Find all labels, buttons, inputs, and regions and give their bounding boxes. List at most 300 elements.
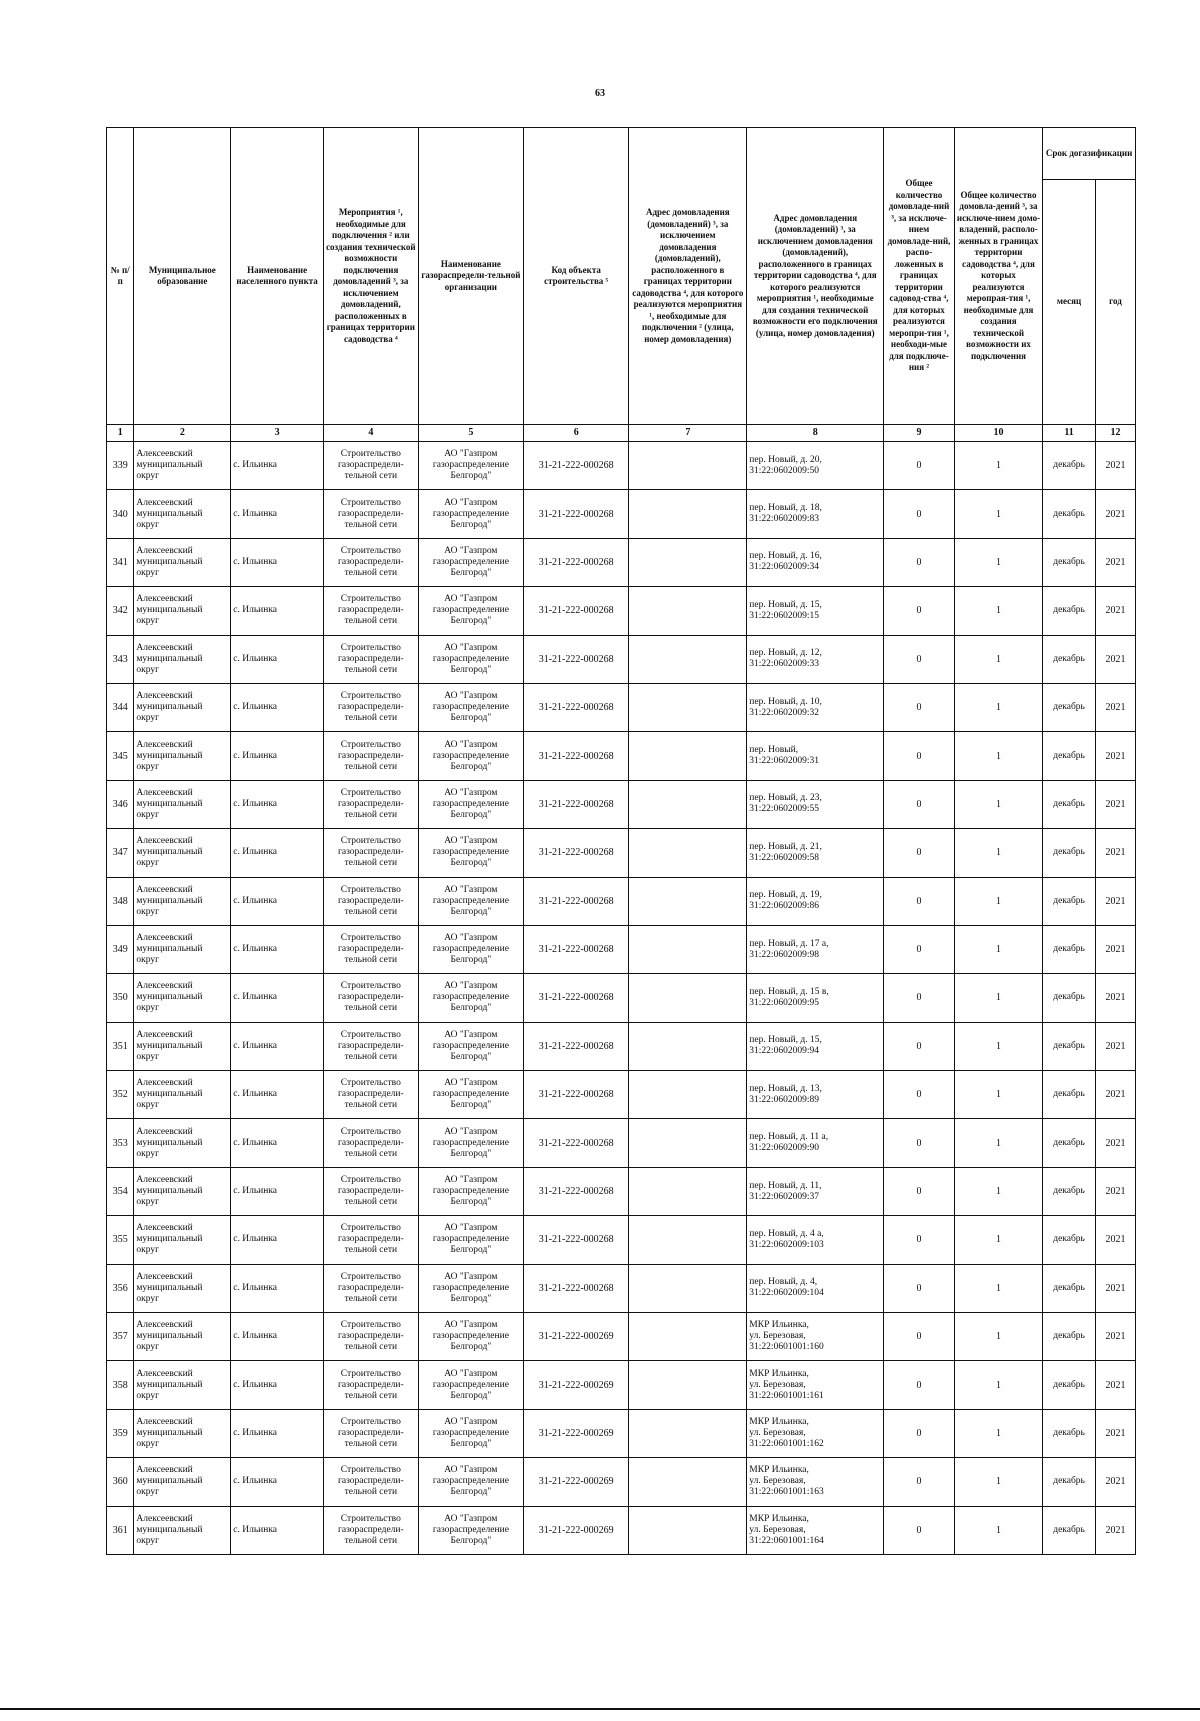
table-body xyxy=(107,442,1136,1555)
cell-address-technical-line: пер. Новый, д. 10, xyxy=(749,696,822,707)
table-header xyxy=(107,128,1136,442)
cell-municipality-line: муниципальный xyxy=(136,1282,203,1293)
column-number: 10 xyxy=(954,425,1042,442)
cell-municipality-line: муниципальный xyxy=(136,750,203,761)
cell-number: 340 xyxy=(107,490,134,538)
cell-measure-line: тельной сети xyxy=(344,567,398,578)
cell-organization-line: газораспределение xyxy=(432,1137,509,1148)
cell-address-technical-line: 31:22:0601001:162 xyxy=(749,1439,824,1449)
cell-organization-line: газораспределение xyxy=(432,1186,509,1197)
cell-count-technical: 1 xyxy=(954,1264,1042,1312)
header-col-measures: Мероприятия ¹, необходимые для подключения ² или создания технической возможности подключения домовладений ³, за исключением домовладений, расположенных в границах территории садоводства ⁴ xyxy=(323,128,418,425)
cell-settlement: с. Ильинка xyxy=(231,780,324,828)
cell-address-technical-line: 31:22:0602009:31 xyxy=(749,756,819,767)
cell-count-technical: 1 xyxy=(954,1361,1042,1409)
cell-settlement: с. Ильинка xyxy=(231,442,324,490)
table-row xyxy=(107,683,1136,731)
cell-measure-line: газораспредели- xyxy=(337,1524,404,1535)
cell-object-code: 31-21-222-000269 xyxy=(524,1409,629,1457)
cell-measure-line: тельной сети xyxy=(344,1293,398,1304)
cell-municipality xyxy=(134,1167,231,1215)
table-row xyxy=(107,1022,1136,1070)
cell-number: 339 xyxy=(107,442,134,490)
cell-address-connection xyxy=(629,974,747,1022)
cell-month: декабрь xyxy=(1043,1167,1096,1215)
cell-year: 2021 xyxy=(1095,877,1135,925)
cell-municipality-line: Алексеевский xyxy=(136,836,193,847)
cell-address-technical-line: ул. Березовая, xyxy=(749,1331,806,1342)
cell-address-technical-line: пер. Новый, д. 4, xyxy=(749,1277,818,1288)
cell-address-connection xyxy=(629,780,747,828)
cell-organization-line: АО "Газпром xyxy=(444,1126,498,1137)
cell-organization xyxy=(418,1071,523,1119)
cell-municipality xyxy=(134,1264,231,1312)
cell-municipality xyxy=(134,1361,231,1409)
cell-measure-line: тельной сети xyxy=(344,1390,398,1401)
cell-year: 2021 xyxy=(1095,780,1135,828)
cell-address-connection xyxy=(629,538,747,586)
cell-month: декабрь xyxy=(1043,1361,1096,1409)
cell-organization-line: газораспределение xyxy=(432,1234,509,1245)
cell-number: 343 xyxy=(107,635,134,683)
column-number: 3 xyxy=(231,425,324,442)
cell-count-technical: 1 xyxy=(954,1216,1042,1264)
cell-municipality-line: округ xyxy=(136,1342,160,1353)
cell-measure xyxy=(323,635,418,683)
cell-count-connection: 0 xyxy=(884,1167,955,1215)
cell-municipality-line: муниципальный xyxy=(136,1379,203,1390)
cell-month: декабрь xyxy=(1043,683,1096,731)
cell-address-technical-line: МКР Ильинка, xyxy=(749,1417,809,1427)
header-col-organization: Наименование газораспредели-тельной организации xyxy=(418,128,523,425)
cell-object-code: 31-21-222-000268 xyxy=(524,1071,629,1119)
cell-year: 2021 xyxy=(1095,442,1135,490)
cell-organization-line: Белгород" xyxy=(450,906,492,917)
cell-municipality-line: округ xyxy=(136,1293,160,1304)
cell-count-connection: 0 xyxy=(884,635,955,683)
cell-year: 2021 xyxy=(1095,1458,1135,1506)
cell-municipality xyxy=(134,442,231,490)
cell-measure-line: тельной сети xyxy=(344,471,398,482)
cell-municipality-line: Алексеевский xyxy=(136,1513,193,1524)
cell-month: декабрь xyxy=(1043,974,1096,1022)
cell-address-technical xyxy=(747,1361,884,1409)
cell-measure-line: Строительство xyxy=(340,594,401,605)
cell-municipality-line: округ xyxy=(136,1148,160,1159)
header-col-address-connection: Адрес домовладения (домовладений) ³, за исключением домовладения (домовладений), расположенного в границах территории садоводства ⁴, для которого реализуются мероприятия ¹, необходимые для подключения ² (улица, номер домовладения) xyxy=(629,128,747,425)
cell-number: 359 xyxy=(107,1409,134,1457)
cell-organization-line: Белгород" xyxy=(450,1439,492,1449)
cell-municipality-line: округ xyxy=(136,713,160,724)
cell-address-technical xyxy=(747,877,884,925)
cell-organization-line: АО "Газпром xyxy=(444,1078,498,1089)
cell-address-technical xyxy=(747,1167,884,1215)
cell-object-code: 31-21-222-000268 xyxy=(524,1119,629,1167)
cell-address-connection xyxy=(629,1409,747,1457)
cell-municipality-line: муниципальный xyxy=(136,1476,203,1487)
cell-object-code: 31-21-222-000268 xyxy=(524,732,629,780)
column-number: 2 xyxy=(134,425,231,442)
header-col-object-code: Код объекта строительства ⁵ xyxy=(524,128,629,425)
cell-municipality xyxy=(134,1313,231,1361)
cell-address-technical-line: 31:22:0602009:37 xyxy=(749,1191,819,1202)
cell-organization-line: Белгород" xyxy=(450,1003,492,1014)
cell-year: 2021 xyxy=(1095,587,1135,635)
header-col-number: № п/п xyxy=(107,128,134,425)
cell-organization-line: газораспределение xyxy=(432,702,509,713)
cell-count-connection: 0 xyxy=(884,1458,955,1506)
cell-municipality-line: муниципальный xyxy=(136,1428,203,1438)
cell-municipality xyxy=(134,974,231,1022)
cell-month: декабрь xyxy=(1043,1022,1096,1070)
cell-number: 349 xyxy=(107,925,134,973)
cell-organization xyxy=(418,1361,523,1409)
cell-measure-line: тельной сети xyxy=(344,1535,398,1546)
cell-municipality-line: Алексеевский xyxy=(136,1368,193,1379)
cell-address-technical xyxy=(747,683,884,731)
cell-organization-line: газораспределение xyxy=(432,944,509,955)
cell-measure-line: газораспредели- xyxy=(337,1137,404,1148)
cell-organization xyxy=(418,1167,523,1215)
table-row xyxy=(107,829,1136,877)
cell-year: 2021 xyxy=(1095,1409,1135,1457)
cell-address-technical-line: 31:22:0602009:86 xyxy=(749,901,819,912)
cell-organization-line: газораспределение xyxy=(432,895,509,906)
cell-address-connection xyxy=(629,1216,747,1264)
cell-settlement: с. Ильинка xyxy=(231,587,324,635)
cell-count-technical: 1 xyxy=(954,925,1042,973)
cell-organization-line: Белгород" xyxy=(450,1197,492,1208)
cell-measure-line: тельной сети xyxy=(344,761,398,772)
cell-month: декабрь xyxy=(1043,635,1096,683)
cell-object-code: 31-21-222-000268 xyxy=(524,442,629,490)
cell-settlement: с. Ильинка xyxy=(231,1167,324,1215)
cell-month: декабрь xyxy=(1043,538,1096,586)
header-column-numbers xyxy=(107,425,1136,442)
cell-year: 2021 xyxy=(1095,1264,1135,1312)
cell-address-technical-line: 31:22:0602009:50 xyxy=(749,465,819,476)
cell-municipality xyxy=(134,1506,231,1554)
cell-settlement: с. Ильинка xyxy=(231,1071,324,1119)
cell-address-technical xyxy=(747,925,884,973)
cell-organization xyxy=(418,732,523,780)
cell-count-connection: 0 xyxy=(884,587,955,635)
table-row xyxy=(107,587,1136,635)
cell-municipality-line: Алексеевский xyxy=(136,787,193,798)
cell-month: декабрь xyxy=(1043,1458,1096,1506)
cell-measure-line: тельной сети xyxy=(344,1245,398,1256)
cell-organization-line: Белгород" xyxy=(450,1487,492,1498)
cell-municipality xyxy=(134,829,231,877)
cell-organization-line: АО "Газпром xyxy=(444,1465,498,1476)
cell-municipality-line: округ xyxy=(136,1051,160,1062)
cell-measure-line: Строительство xyxy=(340,1029,401,1040)
cell-count-technical: 1 xyxy=(954,829,1042,877)
table-row xyxy=(107,732,1136,780)
cell-address-technical-line: пер. Новый, д. 11, xyxy=(749,1180,822,1191)
cell-year: 2021 xyxy=(1095,635,1135,683)
cell-organization-line: газораспределение xyxy=(432,798,509,809)
cell-measure-line: Строительство xyxy=(340,1320,401,1331)
cell-address-technical-line: 31:22:0602009:90 xyxy=(749,1143,819,1154)
cell-municipality xyxy=(134,635,231,683)
cell-measure-line: газораспредели- xyxy=(337,847,404,858)
cell-address-technical-line: 31:22:0602009:34 xyxy=(749,562,819,573)
cell-count-technical: 1 xyxy=(954,1167,1042,1215)
cell-address-technical xyxy=(747,1216,884,1264)
cell-municipality-line: муниципальный xyxy=(136,1524,203,1535)
cell-address-technical xyxy=(747,1458,884,1506)
cell-address-technical-line: пер. Новый, д. 4 а, xyxy=(749,1228,824,1239)
cell-count-technical: 1 xyxy=(954,974,1042,1022)
cell-address-technical-line: 31:22:0602009:104 xyxy=(749,1288,824,1299)
cell-organization-line: газораспределение xyxy=(432,653,509,664)
cell-count-connection: 0 xyxy=(884,442,955,490)
cell-count-connection: 0 xyxy=(884,1071,955,1119)
cell-address-technical xyxy=(747,538,884,586)
cell-organization-line: Белгород" xyxy=(450,761,492,772)
cell-municipality-line: округ xyxy=(136,471,160,482)
cell-object-code: 31-21-222-000268 xyxy=(524,538,629,586)
cell-municipality-line: муниципальный xyxy=(136,847,203,858)
cell-address-technical-line: ул. Березовая, xyxy=(749,1476,806,1487)
cell-address-technical-line: пер. Новый, д. 20, xyxy=(749,454,822,465)
cell-organization-line: Белгород" xyxy=(450,471,492,482)
cell-address-technical xyxy=(747,635,884,683)
cell-municipality-line: Алексеевский xyxy=(136,545,193,556)
cell-measure-line: тельной сети xyxy=(344,955,398,966)
cell-year: 2021 xyxy=(1095,1506,1135,1554)
cell-number: 345 xyxy=(107,732,134,780)
cell-municipality xyxy=(134,538,231,586)
cell-measure xyxy=(323,587,418,635)
table-row xyxy=(107,490,1136,538)
cell-measure-line: Строительство xyxy=(340,1175,401,1186)
cell-count-technical: 1 xyxy=(954,1071,1042,1119)
cell-year: 2021 xyxy=(1095,1071,1135,1119)
cell-number: 351 xyxy=(107,1022,134,1070)
cell-year: 2021 xyxy=(1095,829,1135,877)
header-col-count-technical: Общее количество домовла-дений ³, за исключе-нием домо-владений, располо-женных в границах территории садоводства ⁴, для которых реализуются меропрая-тия ¹, необходимые для создания технической возможности их подключения xyxy=(954,128,1042,425)
cell-count-connection: 0 xyxy=(884,1022,955,1070)
cell-organization-line: газораспределение xyxy=(432,1428,509,1438)
cell-municipality xyxy=(134,1022,231,1070)
header-col-count-connection: Общее количество домовладе-ний ³, за исключе-нием домовладе-ний, распо-ложенных в границах территории садовод-ства ⁴, для которых реализуются меропри-тия ¹, необходи-мые для подключе-ния ² xyxy=(884,128,955,425)
cell-month: декабрь xyxy=(1043,490,1096,538)
cell-measure-line: газораспредели- xyxy=(337,1089,404,1100)
cell-measure-line: газораспредели- xyxy=(337,605,404,616)
table-row xyxy=(107,1119,1136,1167)
cell-address-connection xyxy=(629,829,747,877)
cell-object-code: 31-21-222-000268 xyxy=(524,1022,629,1070)
cell-measure xyxy=(323,780,418,828)
cell-count-connection: 0 xyxy=(884,780,955,828)
cell-count-technical: 1 xyxy=(954,1022,1042,1070)
cell-number: 358 xyxy=(107,1361,134,1409)
cell-municipality-line: Алексеевский xyxy=(136,691,193,702)
cell-municipality xyxy=(134,877,231,925)
cell-organization-line: газораспределение xyxy=(432,750,509,761)
cell-object-code: 31-21-222-000268 xyxy=(524,635,629,683)
cell-month: декабрь xyxy=(1043,442,1096,490)
cell-measure-line: Строительство xyxy=(340,933,401,944)
cell-organization xyxy=(418,683,523,731)
cell-measure-line: Строительство xyxy=(340,1417,401,1427)
cell-measure xyxy=(323,829,418,877)
cell-year: 2021 xyxy=(1095,925,1135,973)
cell-settlement: с. Ильинка xyxy=(231,1264,324,1312)
cell-number: 355 xyxy=(107,1216,134,1264)
cell-organization-line: Белгород" xyxy=(450,713,492,724)
cell-object-code: 31-21-222-000268 xyxy=(524,1167,629,1215)
header-col-municipality: Муниципальное образование xyxy=(134,128,231,425)
cell-measure-line: тельной сети xyxy=(344,858,398,869)
cell-municipality-line: Алексеевский xyxy=(136,449,193,460)
cell-organization-line: Белгород" xyxy=(450,1148,492,1159)
cell-organization-line: АО "Газпром xyxy=(444,1271,498,1282)
cell-municipality-line: Алексеевский xyxy=(136,1417,193,1427)
cell-month: декабрь xyxy=(1043,1071,1096,1119)
cell-municipality-line: Алексеевский xyxy=(136,1126,193,1137)
column-number: 8 xyxy=(747,425,884,442)
cell-settlement: с. Ильинка xyxy=(231,1409,324,1457)
cell-municipality-line: муниципальный xyxy=(136,992,203,1003)
cell-organization-line: АО "Газпром xyxy=(444,1029,498,1040)
cell-count-connection: 0 xyxy=(884,974,955,1022)
cell-count-connection: 0 xyxy=(884,490,955,538)
cell-object-code: 31-21-222-000268 xyxy=(524,925,629,973)
cell-count-technical: 1 xyxy=(954,1409,1042,1457)
cell-address-technical xyxy=(747,829,884,877)
cell-municipality-line: округ xyxy=(136,519,160,530)
cell-address-technical-line: 31:22:0601001:160 xyxy=(749,1342,824,1353)
cell-month: декабрь xyxy=(1043,877,1096,925)
cell-municipality-line: Алексеевский xyxy=(136,1078,193,1089)
column-number: 1 xyxy=(107,425,134,442)
cell-measure-line: Строительство xyxy=(340,1368,401,1379)
cell-address-technical-line: ул. Березовая, xyxy=(749,1428,806,1438)
cell-number: 360 xyxy=(107,1458,134,1506)
cell-measure xyxy=(323,925,418,973)
cell-number: 361 xyxy=(107,1506,134,1554)
cell-measure-line: газораспредели- xyxy=(337,992,404,1003)
cell-municipality-line: округ xyxy=(136,1003,160,1014)
cell-measure-line: тельной сети xyxy=(344,1148,398,1159)
cell-settlement: с. Ильинка xyxy=(231,732,324,780)
cell-address-technical-line: МКР Ильинка, xyxy=(749,1513,809,1524)
cell-measure-line: газораспредели- xyxy=(337,508,404,519)
cell-number: 356 xyxy=(107,1264,134,1312)
cell-organization-line: газораспределение xyxy=(432,847,509,858)
cell-measure-line: Строительство xyxy=(340,1271,401,1282)
cell-address-technical xyxy=(747,1313,884,1361)
cell-measure xyxy=(323,974,418,1022)
cell-address-technical-line: пер. Новый, д. 11 а, xyxy=(749,1132,829,1143)
cell-organization-line: газораспределение xyxy=(432,1282,509,1293)
cell-measure-line: газораспредели- xyxy=(337,798,404,809)
column-number: 4 xyxy=(323,425,418,442)
cell-municipality-line: округ xyxy=(136,567,160,578)
cell-measure-line: газораспредели- xyxy=(337,1476,404,1487)
cell-address-connection xyxy=(629,1361,747,1409)
cell-organization xyxy=(418,442,523,490)
cell-settlement: с. Ильинка xyxy=(231,829,324,877)
cell-municipality-line: округ xyxy=(136,1245,160,1256)
column-number: 9 xyxy=(884,425,955,442)
cell-organization-line: газораспределение xyxy=(432,1476,509,1487)
cell-address-technical xyxy=(747,442,884,490)
cell-year: 2021 xyxy=(1095,974,1135,1022)
cell-count-connection: 0 xyxy=(884,1409,955,1457)
cell-address-technical xyxy=(747,974,884,1022)
cell-object-code: 31-21-222-000269 xyxy=(524,1361,629,1409)
cell-measure-line: тельной сети xyxy=(344,1100,398,1111)
cell-measure-line: газораспредели- xyxy=(337,1282,404,1293)
table-row xyxy=(107,635,1136,683)
cell-settlement: с. Ильинка xyxy=(231,683,324,731)
table-row xyxy=(107,1409,1136,1457)
cell-measure xyxy=(323,1458,418,1506)
cell-measure-line: газораспредели- xyxy=(337,750,404,761)
cell-organization-line: АО "Газпром xyxy=(444,933,498,944)
cell-measure-line: газораспредели- xyxy=(337,895,404,906)
cell-organization xyxy=(418,877,523,925)
cell-measure-line: тельной сети xyxy=(344,906,398,917)
cell-count-connection: 0 xyxy=(884,732,955,780)
cell-measure-line: тельной сети xyxy=(344,616,398,627)
cell-count-technical: 1 xyxy=(954,683,1042,731)
table-row xyxy=(107,1458,1136,1506)
cell-organization-line: газораспределение xyxy=(432,508,509,519)
cell-address-technical-line: 31:22:0601001:163 xyxy=(749,1487,824,1498)
table-row xyxy=(107,1071,1136,1119)
cell-municipality-line: муниципальный xyxy=(136,556,203,567)
cell-count-technical: 1 xyxy=(954,732,1042,780)
cell-address-technical xyxy=(747,780,884,828)
cell-count-connection: 0 xyxy=(884,1313,955,1361)
cell-count-connection: 0 xyxy=(884,1506,955,1554)
cell-measure-line: газораспредели- xyxy=(337,944,404,955)
cell-address-technical xyxy=(747,1022,884,1070)
cell-organization-line: АО "Газпром xyxy=(444,1513,498,1524)
cell-measure xyxy=(323,442,418,490)
cell-measure xyxy=(323,1361,418,1409)
cell-address-technical-line: ул. Березовая, xyxy=(749,1524,806,1535)
cell-count-connection: 0 xyxy=(884,1216,955,1264)
cell-municipality-line: муниципальный xyxy=(136,944,203,955)
cell-address-technical xyxy=(747,1506,884,1554)
cell-organization xyxy=(418,780,523,828)
cell-month: декабрь xyxy=(1043,1216,1096,1264)
cell-address-technical-line: 31:22:0602009:95 xyxy=(749,997,819,1008)
cell-measure-line: тельной сети xyxy=(344,1051,398,1062)
cell-object-code: 31-21-222-000268 xyxy=(524,829,629,877)
cell-number: 342 xyxy=(107,587,134,635)
cell-address-technical-line: пер. Новый, д. 23, xyxy=(749,793,822,804)
cell-municipality-line: муниципальный xyxy=(136,1234,203,1245)
cell-address-technical xyxy=(747,1409,884,1457)
cell-organization-line: АО "Газпром xyxy=(444,642,498,653)
column-number: 12 xyxy=(1095,425,1135,442)
cell-measure-line: газораспредели- xyxy=(337,1379,404,1390)
cell-municipality-line: Алексеевский xyxy=(136,1320,193,1331)
cell-year: 2021 xyxy=(1095,1313,1135,1361)
cell-measure xyxy=(323,1071,418,1119)
cell-measure xyxy=(323,1506,418,1554)
cell-address-connection xyxy=(629,1022,747,1070)
column-number: 11 xyxy=(1043,425,1096,442)
cell-count-technical: 1 xyxy=(954,490,1042,538)
